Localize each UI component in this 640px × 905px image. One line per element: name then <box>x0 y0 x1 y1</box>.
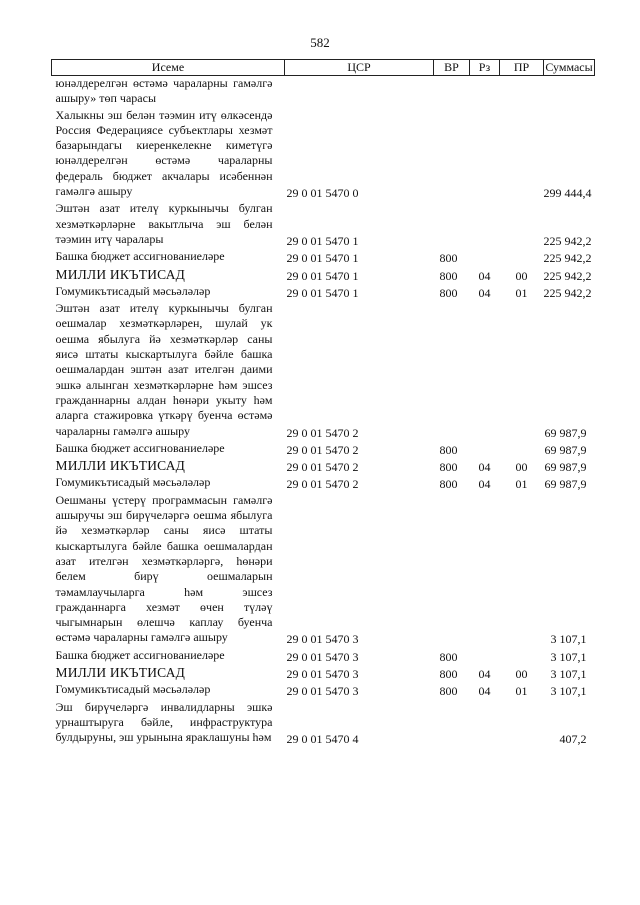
cell-vr <box>434 493 470 648</box>
cell-pr <box>500 441 544 458</box>
header-rz: Рз <box>470 60 500 76</box>
cell-sum: 3 107,1 <box>550 649 587 664</box>
cell-sum: 225 942,2 <box>543 251 592 266</box>
cell-rz: 04 <box>478 268 491 283</box>
cell-sum: 225 942,2 <box>543 268 592 283</box>
table-body <box>52 76 595 748</box>
cell-sum: 407,2 <box>559 732 587 747</box>
cell-rz <box>470 441 500 458</box>
header-pr: ПР <box>500 60 544 76</box>
cell-vr <box>434 700 470 748</box>
cell-pr <box>500 301 544 441</box>
table-row <box>52 441 595 458</box>
cell-name: Башка бюджет ассигнованиеләре <box>55 249 225 264</box>
cell-rz <box>470 493 500 648</box>
cell-pr: 00 <box>515 268 528 283</box>
cell-vr: 800 <box>439 285 458 300</box>
cell-pr <box>500 201 544 249</box>
table-row <box>52 76 595 108</box>
cell-rz <box>470 201 500 249</box>
budget-table-container <box>51 59 594 747</box>
cell-pr <box>500 493 544 648</box>
cell-rz <box>470 76 500 108</box>
cell-vr: 800 <box>439 442 458 457</box>
cell-name: Эштән азат ителү куркынычы булган оешмалар хезмәткәрләрен, шулай ук оешма ябылуга йә хезмәткәрләр саны яисә штаты кыскартылуга бәйле башка оешмалардан эштән азат ителгән даими эшкә алынган хезмәткәрләрне һәм эшсез гражданнарны алдан һөнәри укыту һәм аларга стажировка үткәрү буенча өстәмә чараларны гамәлгә ашыру <box>55 301 273 438</box>
cell-rz: 04 <box>478 684 491 699</box>
table-row <box>52 284 595 301</box>
cell-sum: 225 942,2 <box>543 233 592 248</box>
cell-vr <box>434 108 470 202</box>
cell-name: Гомумикътисадый мәсьәләләр <box>55 475 211 490</box>
cell-name: МИЛЛИ ИКЪТИСАД <box>55 266 186 282</box>
cell-rz <box>470 648 500 665</box>
cell-name: Башка бюджет ассигнованиеләре <box>55 647 225 662</box>
cell-pr: 01 <box>515 285 528 300</box>
budget-table <box>51 59 595 747</box>
cell-csr: 29 0 01 5470 2 <box>286 442 359 457</box>
cell-sum: 69 987,9 <box>544 477 587 492</box>
header-sum: Суммасы <box>545 60 593 74</box>
cell-sum: 3 107,1 <box>550 632 587 647</box>
header-csr: ЦСР <box>285 60 434 76</box>
cell-rz <box>470 108 500 202</box>
cell-csr: 29 0 01 5470 4 <box>286 732 359 747</box>
cell-rz: 04 <box>478 666 491 681</box>
table-row <box>52 301 595 441</box>
cell-rz: 04 <box>478 460 491 475</box>
table-row <box>52 682 595 699</box>
cell-vr <box>434 76 470 108</box>
cell-csr: 29 0 01 5470 1 <box>286 268 359 283</box>
cell-pr: 01 <box>515 684 528 699</box>
cell-name: Оешманы үстерү программасын гамәлгә ашыручы эш бирүчеләргә оешма ябылуга йә хезмәткәрләр саны яисә штаты кыскартылуга бәйле башка оешмалардан азат ителгән хезмәткәрләргә, һөнәри белем бирү оешмаларын тәмамлаучыларга һәм эшсез гражданнарга хезмәт өчен түләү чыгымнарын өлешчә каплау буенча өстәмә чараларны гамәлгә ашыру <box>55 492 273 645</box>
header-vr: ВР <box>434 60 470 76</box>
cell-vr: 800 <box>439 460 458 475</box>
cell-pr: 01 <box>515 477 528 492</box>
cell-csr: 29 0 01 5470 1 <box>286 251 359 266</box>
table-row <box>52 665 595 682</box>
table-row <box>52 267 595 284</box>
cell-csr: 29 0 01 5470 3 <box>286 666 359 681</box>
table-row <box>52 249 595 266</box>
cell-pr: 00 <box>515 666 528 681</box>
cell-sum: 69 987,9 <box>544 442 587 457</box>
cell-csr: 29 0 01 5470 3 <box>286 632 359 647</box>
cell-csr: 29 0 01 5470 2 <box>286 460 359 475</box>
cell-rz: 04 <box>478 477 491 492</box>
cell-rz <box>470 301 500 441</box>
cell-pr <box>500 249 544 266</box>
cell-vr: 800 <box>439 684 458 699</box>
cell-name: Гомумикътисадый мәсьәләләр <box>55 283 211 298</box>
cell-csr: 29 0 01 5470 2 <box>286 425 359 440</box>
cell-pr <box>500 700 544 748</box>
cell-sum <box>544 76 595 108</box>
cell-csr: 29 0 01 5470 1 <box>286 233 359 248</box>
cell-name: Эштән азат ителү куркынычы булган хезмәткәрләрне вакытлыча эш белән тәэмин итү чаралары <box>55 201 273 246</box>
cell-name: юнәлдерелгән өстәмә чараларны гамәлгә ашыру» төп чарасы <box>55 76 273 106</box>
cell-sum: 299 444,4 <box>543 186 592 201</box>
cell-vr: 800 <box>439 268 458 283</box>
cell-sum: 69 987,9 <box>544 460 587 475</box>
cell-vr <box>434 201 470 249</box>
cell-rz <box>470 700 500 748</box>
table-row <box>52 475 595 492</box>
table-row <box>52 201 595 249</box>
table-row <box>52 648 595 665</box>
cell-name: Гомумикътисадый мәсьәләләр <box>55 682 211 697</box>
page-number: 582 <box>310 35 330 50</box>
cell-sum: 3 107,1 <box>550 666 587 681</box>
cell-vr: 800 <box>439 251 458 266</box>
cell-rz <box>470 249 500 266</box>
cell-name: Халыкны эш белән тәэмин итү өлкәсендә Россия Федерациясе субъектлары хезмәт базарындагы киеренкелекне киметүгә юнәлдерелгән өстәмә чараларны федераль бюджет акчалары исәбеннән гамәлгә ашыру <box>55 107 273 199</box>
cell-csr: 29 0 01 5470 1 <box>286 285 359 300</box>
cell-pr <box>500 648 544 665</box>
table-row <box>52 700 595 748</box>
cell-csr: 29 0 01 5470 2 <box>286 477 359 492</box>
header-name: Исеме <box>52 60 285 76</box>
cell-vr: 800 <box>439 477 458 492</box>
cell-sum: 69 987,9 <box>544 425 587 440</box>
table-header-row <box>52 60 595 76</box>
cell-name: Эш бирүчеләргә инвалидларны эшкә урнаштыруга бәйле, инфраструктура булдыруны, эш урынына яраклашуны һәм <box>55 699 273 745</box>
cell-name: МИЛЛИ ИКЪТИСАД <box>55 458 186 474</box>
cell-rz: 04 <box>478 285 491 300</box>
cell-sum: 3 107,1 <box>550 684 587 699</box>
cell-csr <box>285 76 434 108</box>
cell-pr <box>500 76 544 108</box>
table-row <box>52 108 595 202</box>
cell-vr: 800 <box>439 649 458 664</box>
cell-pr: 00 <box>515 460 528 475</box>
table-row <box>52 493 595 648</box>
cell-csr: 29 0 01 5470 3 <box>286 684 359 699</box>
cell-vr: 800 <box>439 666 458 681</box>
cell-vr <box>434 301 470 441</box>
cell-name: МИЛЛИ ИКЪТИСАД <box>55 664 186 680</box>
cell-pr <box>500 108 544 202</box>
cell-csr: 29 0 01 5470 0 <box>286 186 359 201</box>
cell-name: Башка бюджет ассигнованиеләре <box>55 440 225 455</box>
cell-sum: 225 942,2 <box>543 285 592 300</box>
table-row <box>52 458 595 475</box>
cell-csr: 29 0 01 5470 3 <box>286 649 359 664</box>
